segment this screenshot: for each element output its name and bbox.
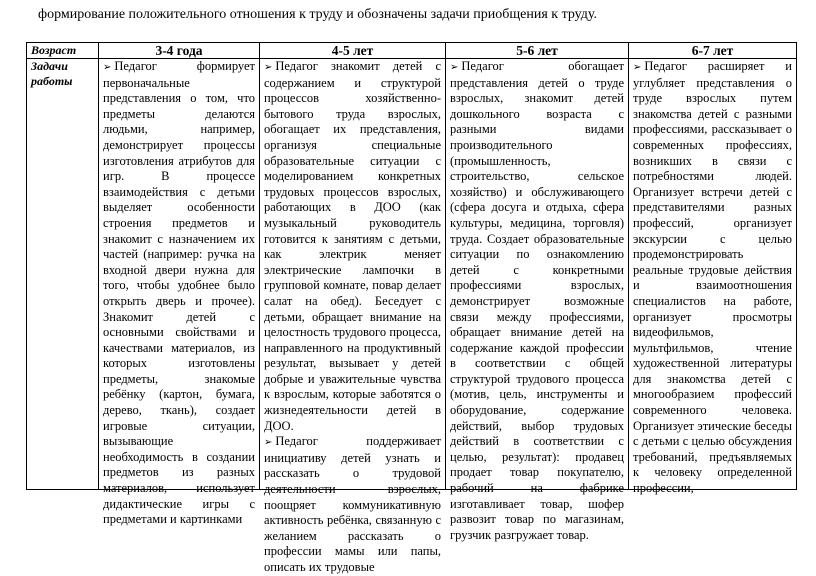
table-row	[27, 59, 797, 490]
work-tasks-table	[26, 42, 797, 574]
cell-6-7	[629, 59, 797, 496]
header-4-5: 4-5 лет	[260, 43, 446, 59]
arrow-bullet-icon: ➢	[264, 437, 273, 449]
cell-3-4	[99, 59, 260, 527]
arrow-bullet-icon: ➢	[633, 62, 642, 73]
paragraph: ➢ Педагог знакомит детей с содержанием и структурой процессов хозяйственно-бытового труда взрослых, обогащает их представления, организуя специальные образовательные ситуации с моделированием конкретных трудовых процессов взрослых, работающих в ДОО (как музыкальный руководитель готовится к занятиям с детьми, как электрик меняет электрические лампочки в групповой комнате, повар делает салат на обед). Беседует с детьми, обращает внимание на целостность трудового процесса, направленного на продуктивный результат, вызывает у детей добрые и уважительные чувства к взрослым, которые заботятся о жизнедеятельности детей в ДОО.	[264, 59, 441, 433]
row-label	[27, 59, 99, 490]
cell-5-6	[446, 59, 629, 542]
paragraph: ➢ Педагог расширяет и углубляет представления о труде взрослых путем знакомства детей с разными профессиями, рассказывает о современных профессиях, возникших в связи с потребностями людей. Организует встречи детей с представителями разных профессий, организует экскурсии с целью продемонстрировать реальные трудовые действия и взаимоотношения специалистов на работе, организует просмотры видеофильмов, мультфильмов, чтение художественной литературы для знакомства детей с многообразием профессий современного человека. Организует этические беседы с детьми с целью обсуждения требований, предъявляемых к человеку определенной профессии,	[633, 59, 792, 496]
intro-text: формирование положительного отношения к труду и обозначены задачи приобщения к труду.	[38, 7, 598, 22]
paragraph: ➢ Педагог формирует первоначальные представления о том, что предметы делаются людьми, например, демонстрирует процессы изготовления атрибутов для игр. В процессе взаимодействия с детьми выделяет особенности строения предметов и знакомит с назначением их частей (например: ручка на входной двери нужна для того, чтобы удобнее было открыть дверь и прочее). Знакомит детей с основными свойствами и качествами материалов, из которых изготовлены предметы, знакомые ребёнку (картон, бумага, дерево, ткань), создает игровые ситуации, вызывающие необходимость в создании предметов из разных материалов, использует дидактические игры с предметами и картинками	[103, 59, 255, 527]
header-5-6: 5-6 лет	[446, 43, 629, 59]
row-label-line1: Задачи	[31, 59, 68, 73]
header-3-4: 3-4 года	[99, 43, 260, 59]
paragraph: ➢ Педагог поддерживает инициативу детей узнать и рассказать о трудовой деятельности взрослых, поощряет коммуникативную активность ребёнка, связанную с желанием рассказать о профессии мамы или папы, описать их трудовые	[264, 434, 441, 574]
arrow-bullet-icon: ➢	[103, 62, 112, 73]
table-header-row	[27, 43, 797, 59]
header-6-7: 6-7 лет	[629, 43, 797, 59]
row-label-line2: работы	[31, 74, 73, 88]
header-age: Возраст	[27, 43, 99, 59]
arrow-bullet-icon: ➢	[450, 62, 459, 73]
arrow-bullet-icon: ➢	[264, 62, 273, 73]
paragraph: ➢ Педагог обогащает представления детей о труде взрослых, знакомит детей дошкольного возраста с разными видами производительного (промышленность, строительство, сельское хозяйство) и обслуживающего (сфера досуга и отдыха, сфера культуры, медицина, торговля) труда. Создает образовательные ситуации по ознакомлению детей с конкретными профессиями взрослых, демонстрирует возможные связи между профессиями, обращает внимание детей на содержание каждой профессии в соответствии с общей структурой трудового процесса (мотив, цель, инструменты и оборудование, содержание действий, выбор трудовых действий в соответствии с целью, результат): продавец продает товар покупателю, рабочий на фабрике изготавливает товар, шофер развозит товар по магазинам, грузчик разгружает товар.	[450, 59, 624, 542]
cell-4-5	[260, 59, 446, 574]
